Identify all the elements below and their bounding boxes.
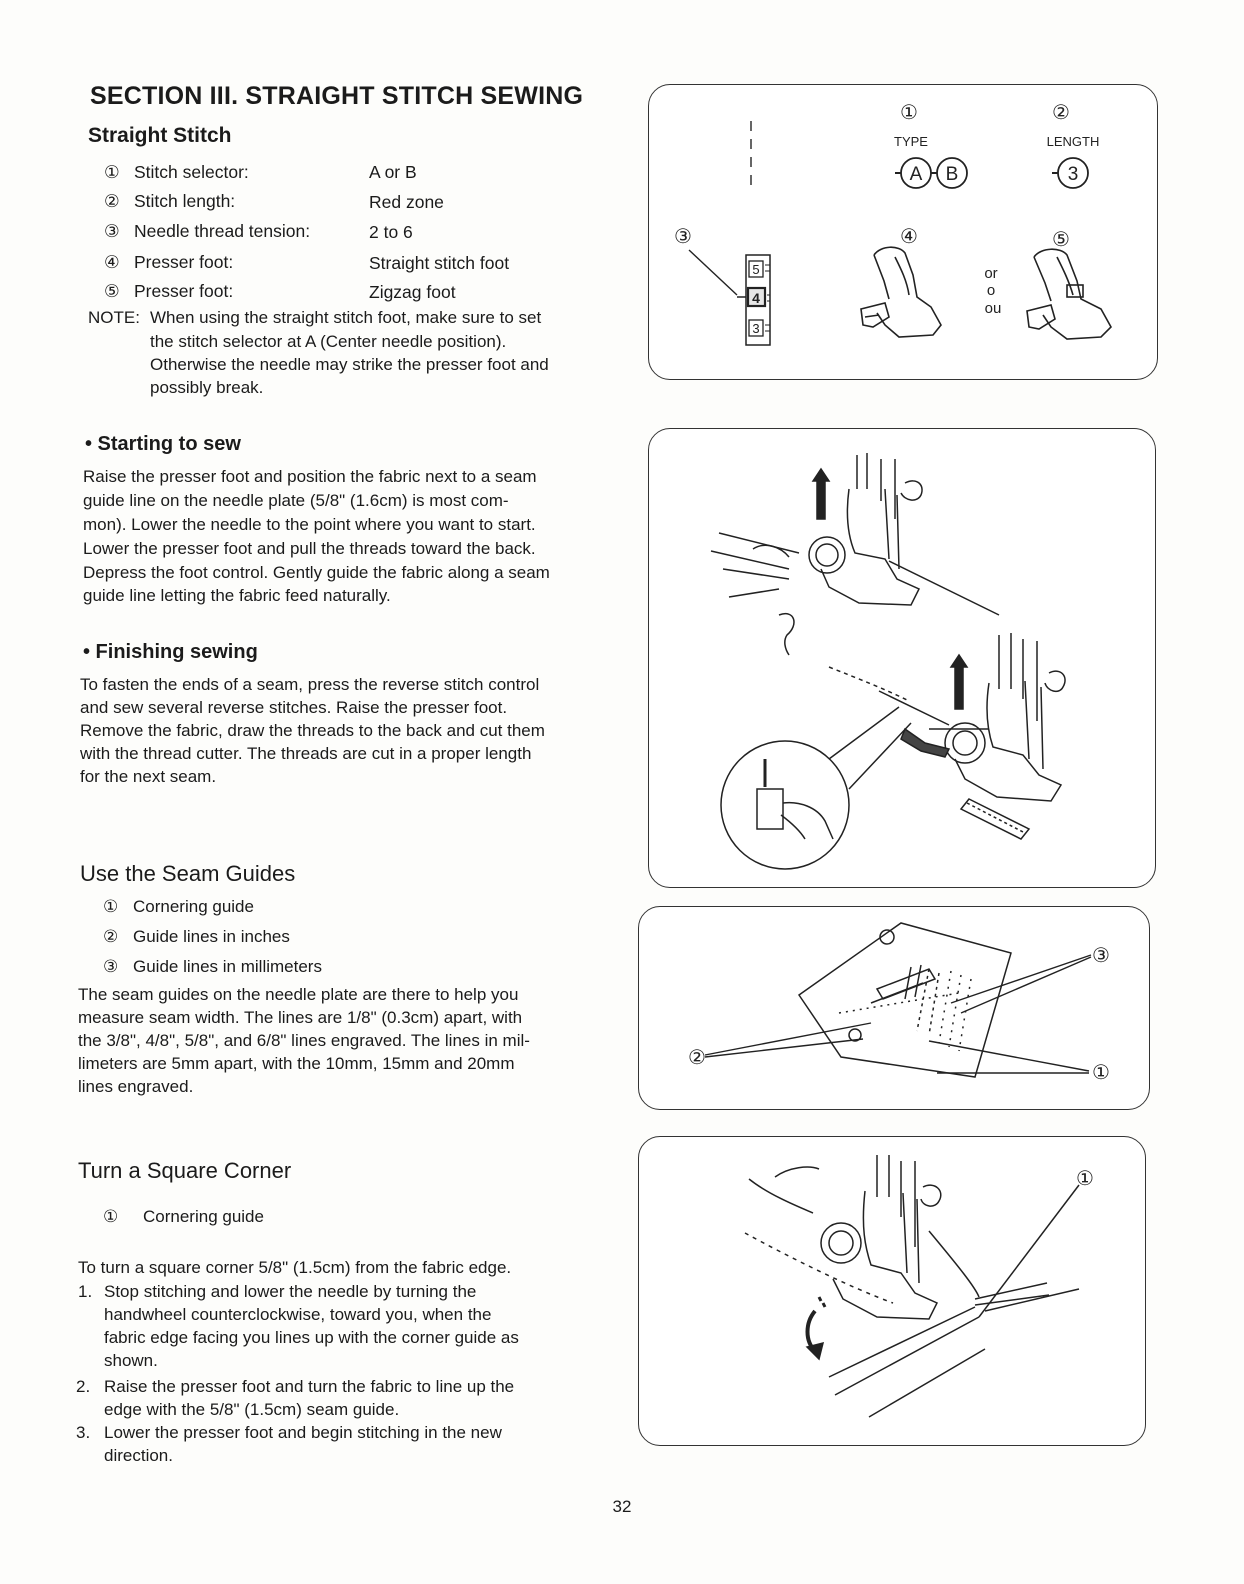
- item-num: ①: [103, 1207, 119, 1226]
- tension-mark: 5: [752, 262, 760, 277]
- note-label: NOTE:: [88, 308, 140, 327]
- text-line: Lower the presser foot and pull the threads toward the back.: [83, 539, 536, 558]
- setting-num: ①: [104, 162, 120, 182]
- step-line: direction.: [104, 1446, 173, 1465]
- tension-leader: [689, 250, 737, 295]
- step-number: 1.: [78, 1282, 93, 1301]
- callout-1: ①: [1092, 1062, 1110, 1084]
- callout-2: ②: [688, 1047, 706, 1069]
- text-line: guide line on the needle plate (5/8" (1.6cm) is most com-: [83, 491, 509, 510]
- reverse-arrow-icon: [901, 729, 949, 757]
- needle-plate-figure: [638, 906, 1150, 1110]
- setting-row: [104, 220, 310, 242]
- setting-row: [104, 251, 233, 273]
- item-num: ②: [103, 927, 119, 946]
- text-line: limeters are 5mm apart, with the 10mm, 15mm and 20mm: [78, 1054, 515, 1073]
- item-num: ③: [103, 957, 119, 976]
- note-line: possibly break.: [150, 378, 264, 397]
- text-line: measure seam width. The lines are 1/8" (0.3cm) apart, with: [78, 1008, 523, 1027]
- setting-value: Zigzag foot: [369, 282, 456, 302]
- step-line: edge with the 5/8" (1.5cm) seam guide.: [104, 1400, 400, 1419]
- presser-foot-upper-illustration: [711, 453, 999, 655]
- item-label: Guide lines in inches: [133, 927, 290, 946]
- counterclockwise-arrow-icon: [807, 1297, 825, 1359]
- step-number: 2.: [76, 1377, 91, 1396]
- setting-row: [104, 280, 233, 302]
- text-line: and sew several reverse stitches. Raise the presser foot.: [80, 698, 508, 717]
- list-item: [103, 956, 322, 978]
- corner-intro: To turn a square corner 5/8" (1.5cm) from the fabric edge.: [78, 1258, 512, 1277]
- sewing-illustration: [649, 429, 1155, 887]
- setting-row: [104, 190, 235, 212]
- corner-figure: [638, 1136, 1146, 1446]
- note-line: When using the straight stitch foot, make sure to set: [150, 308, 542, 327]
- square-corner-heading: Turn a Square Corner: [78, 1158, 292, 1183]
- note-line: Otherwise the needle may strike the presser foot and: [150, 355, 549, 374]
- dial-b-letter: B: [945, 164, 959, 185]
- settings-illustration: [649, 85, 1157, 379]
- setting-label: Presser foot:: [134, 252, 234, 272]
- text-line: To fasten the ends of a seam, press the reverse stitch control: [80, 675, 540, 694]
- section-title: SECTION III. STRAIGHT STITCH SEWING: [90, 82, 584, 110]
- callout-5: ⑤: [1052, 229, 1070, 251]
- text-line: guide line letting the fabric feed naturally.: [83, 586, 391, 605]
- list-item: [103, 896, 254, 918]
- list-item: [103, 1206, 264, 1228]
- finishing-heading: • Finishing sewing: [83, 641, 258, 663]
- text-line: Raise the presser foot and position the fabric next to a seam: [83, 467, 537, 486]
- text-line: Depress the foot control. Gently guide the fabric along a seam: [83, 563, 550, 582]
- setting-label: Needle thread tension:: [134, 221, 311, 241]
- item-label: Guide lines in millimeters: [133, 957, 322, 976]
- step-line: Stop stitching and lower the needle by turning the: [104, 1282, 477, 1301]
- setting-num: ④: [104, 252, 120, 272]
- list-item: [103, 926, 290, 948]
- type-label: TYPE: [894, 134, 928, 149]
- setting-value: Red zone: [369, 192, 444, 212]
- setting-label: Presser foot:: [134, 281, 234, 301]
- presser-foot-illustration: [745, 1155, 1079, 1417]
- tension-mark: 4: [752, 290, 760, 306]
- text-line: with the thread cutter. The threads are cut in a proper length: [80, 744, 532, 763]
- callout-3: ③: [674, 226, 692, 248]
- setting-num: ③: [104, 221, 120, 241]
- reverse-lever-inset: [721, 707, 911, 869]
- callout-4: ④: [900, 226, 918, 248]
- dial-length-number: 3: [1067, 164, 1079, 185]
- setting-row: [104, 161, 249, 183]
- setting-label: Stitch selector:: [134, 162, 249, 182]
- or-text-es: ou: [984, 300, 1002, 317]
- text-line: the 3/8", 4/8", 5/8", and 6/8" lines engraved. The lines in mil-: [78, 1031, 530, 1050]
- up-arrow-icon: [951, 655, 967, 709]
- settings-figure: [648, 84, 1158, 380]
- or-text-fr: o: [986, 282, 996, 299]
- text-line: Remove the fabric, draw the threads to the back and cut them: [80, 721, 545, 740]
- item-label: Cornering guide: [133, 897, 254, 916]
- setting-num: ⑤: [104, 281, 120, 301]
- step-line: shown.: [104, 1351, 158, 1370]
- text-line: mon). Lower the needle to the point where you want to start.: [83, 515, 536, 534]
- presser-foot-lower-illustration: [829, 633, 1065, 839]
- text-line: for the next seam.: [80, 767, 217, 786]
- text-line: lines engraved.: [78, 1077, 194, 1096]
- note-line: the stitch selector at A (Center needle position).: [150, 332, 507, 351]
- corner-illustration: [639, 1137, 1145, 1445]
- sewing-figure: [648, 428, 1156, 888]
- page-number: 32: [612, 1497, 632, 1516]
- callout-3: ③: [1092, 945, 1110, 967]
- callout-2: ②: [1052, 102, 1070, 124]
- straight-stitch-foot-icon: [861, 247, 941, 337]
- straight-stitch-heading: Straight Stitch: [88, 124, 232, 147]
- seam-guides-heading: Use the Seam Guides: [80, 861, 296, 886]
- starting-heading: • Starting to sew: [85, 433, 241, 455]
- step-line: Lower the presser foot and begin stitching in the new: [104, 1423, 502, 1442]
- needle-plate-illustration: [639, 907, 1149, 1109]
- step-line: Raise the presser foot and turn the fabric to line up the: [104, 1377, 515, 1396]
- step-line: handwheel counterclockwise, toward you, when the: [104, 1305, 492, 1324]
- setting-value: A or B: [369, 162, 417, 182]
- length-label: LENGTH: [1046, 134, 1100, 149]
- step-number: 3.: [76, 1423, 91, 1442]
- setting-value: 2 to 6: [369, 222, 413, 242]
- setting-label: Stitch length:: [134, 191, 236, 211]
- zigzag-foot-icon: [1027, 249, 1111, 339]
- item-label: Cornering guide: [143, 1207, 264, 1226]
- text-line: The seam guides on the needle plate are there to help you: [78, 985, 519, 1004]
- or-text: or: [984, 265, 998, 282]
- needle-plate-icon: [799, 923, 1011, 1077]
- setting-value: Straight stitch foot: [369, 253, 510, 273]
- tension-mark: 3: [752, 321, 760, 336]
- item-num: ①: [103, 897, 119, 916]
- dial-a-letter: A: [909, 164, 923, 185]
- up-arrow-icon: [813, 469, 829, 519]
- callout-1: ①: [900, 102, 918, 124]
- setting-num: ②: [104, 191, 120, 211]
- callout-1: ①: [1076, 1168, 1094, 1190]
- step-line: fabric edge facing you lines up with the corner guide as: [104, 1328, 519, 1347]
